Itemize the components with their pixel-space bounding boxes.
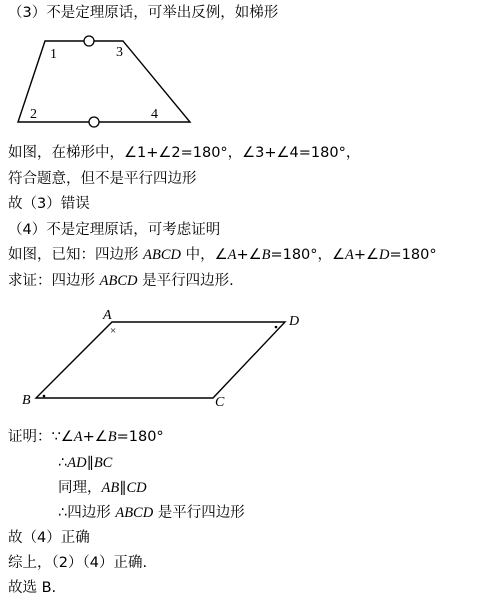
proof-line-4: ∴四边形 ABCD 是平行四边形 [58,505,245,521]
proof-line-1: 证明：∵∠A+∠B=180° [8,429,164,445]
angle-label-3: 3 [116,45,123,60]
trapezoid-angles-line: 如图，在梯形中，∠1+∠2=180°，∠3+∠4=180°， [8,145,361,161]
given-line: 如图，已知：四边形 ABCD 中，∠A+∠B=180°，∠A+∠D=180° [8,247,437,263]
trapezoid-shape [18,41,190,122]
angle-label-4: 4 [151,107,158,122]
proof-line-2: ∴AD∥BC [58,455,113,471]
angle-mark-x: × [110,325,117,337]
bottom-midpoint-circle [89,117,99,127]
angle-label-2: 2 [30,107,37,122]
proof-line-3: 同理，AB∥CD [58,480,147,496]
not-parallelogram-line: 符合题意，但不是平行四边形 [8,171,197,187]
to-prove-line: 求证：四边形 ABCD 是平行四边形. [8,273,234,289]
conclusion-3-line: 故（3）错误 [8,196,90,212]
statement-4: （4）不是定理原话，可考虑证明 [8,222,221,238]
angle-dot-d [275,326,278,329]
parallelogram-figure [0,302,320,412]
statement-3: （3）不是定理原话，可举出反例，如梯形 [8,5,279,21]
angle-dot-b [43,395,46,398]
angle-label-1: 1 [50,47,57,62]
vertex-label-d: D [289,314,300,329]
vertex-label-a: A [103,308,112,323]
answer-line: 故选 B. [8,580,57,596]
trapezoid-figure [0,32,200,132]
summary-line: 综上，（2）（4）正确. [8,555,148,571]
parallelogram-shape [36,322,285,398]
vertex-label-b: B [22,393,31,408]
conclusion-4-line: 故（4）正确 [8,530,90,546]
top-midpoint-circle [84,36,94,46]
vertex-label-c: C [215,395,225,410]
